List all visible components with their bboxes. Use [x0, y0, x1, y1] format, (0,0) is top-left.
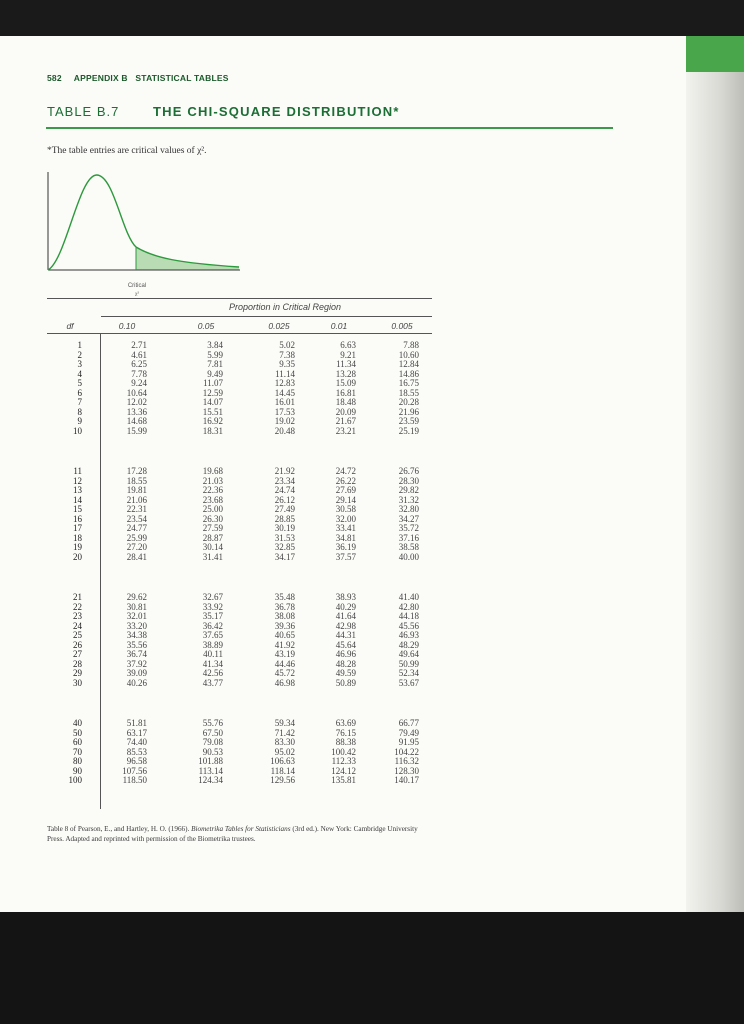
table-title: THE CHI-SQUARE DISTRIBUTION*	[153, 104, 400, 119]
value-cell: 5.02	[279, 340, 295, 350]
value-cell: 34.17	[274, 551, 295, 562]
value-cell: 11.34	[336, 359, 356, 369]
df-cell: 26	[73, 639, 82, 650]
value-cell: 90.53	[202, 746, 223, 757]
value-cell: 11.07	[203, 378, 223, 388]
value-cell: 20.48	[274, 425, 295, 436]
value-cell: 5.99	[207, 349, 223, 360]
value-cell: 135.81	[331, 775, 356, 785]
value-cell: 46.93	[398, 630, 419, 640]
df-cell: 13	[73, 485, 82, 495]
value-column-0	[97, 467, 147, 562]
value-cell: 25.00	[202, 504, 223, 514]
value-cell: 129.56	[270, 775, 295, 785]
value-cell: 55.76	[202, 718, 223, 728]
value-cell: 49.64	[398, 649, 419, 659]
value-cell: 24.72	[335, 466, 356, 476]
value-cell: 32.00	[335, 513, 356, 524]
value-cell: 15.99	[126, 425, 147, 436]
value-cell: 19.81	[126, 485, 147, 495]
value-cell: 23.59	[398, 416, 419, 426]
value-cell: 40.26	[126, 677, 147, 688]
value-cell: 46.96	[335, 649, 356, 659]
value-cell: 17.53	[274, 406, 295, 417]
df-cell: 40	[73, 718, 82, 728]
value-cell: 96.58	[126, 756, 147, 766]
df-cell: 24	[73, 620, 82, 631]
value-cell: 100.42	[331, 746, 356, 757]
value-cell: 3.84	[207, 340, 223, 350]
value-cell: 9.24	[131, 378, 147, 388]
value-cell: 38.58	[398, 542, 419, 552]
chi-square-curve-figure	[44, 170, 244, 300]
value-cell: 25.19	[398, 425, 419, 436]
value-cell: 10.60	[398, 349, 419, 360]
df-cell: 50	[73, 727, 82, 738]
value-cell: 7.81	[207, 359, 223, 369]
value-cell: 19.02	[274, 416, 295, 426]
value-cell: 20.28	[398, 397, 419, 407]
value-cell: 29.14	[335, 494, 356, 505]
value-cell: 140.17	[394, 775, 419, 785]
value-cell: 50.99	[398, 658, 419, 669]
value-cell: 118.14	[270, 765, 295, 776]
df-cell: 12	[73, 475, 82, 486]
df-cell: 80	[73, 756, 82, 766]
df-column	[60, 467, 82, 562]
value-column-4	[369, 719, 419, 786]
value-column-1	[173, 341, 223, 436]
value-cell: 28.87	[202, 532, 223, 543]
value-cell: 32.67	[202, 592, 223, 602]
value-cell: 12.02	[126, 397, 147, 407]
value-cell: 30.58	[335, 504, 356, 514]
value-cell: 104.22	[394, 746, 419, 757]
df-cell: 22	[73, 601, 82, 612]
value-cell: 95.02	[274, 746, 295, 757]
value-cell: 12.83	[274, 378, 295, 388]
value-cell: 14.45	[274, 387, 295, 398]
value-cell: 41.64	[335, 611, 356, 621]
value-column-2	[245, 593, 295, 688]
value-cell: 118.50	[122, 775, 147, 785]
value-cell: 32.80	[398, 504, 419, 514]
value-cell: 51.81	[126, 718, 147, 728]
df-cell: 11	[73, 466, 82, 476]
df-cell: 100	[68, 775, 82, 785]
value-cell: 37.16	[398, 532, 419, 543]
value-cell: 20.09	[335, 406, 356, 417]
value-cell: 21.06	[126, 494, 147, 505]
col-header-4: 0.005	[391, 321, 413, 331]
value-cell: 29.82	[398, 485, 419, 495]
scan-bottom-border	[0, 912, 744, 1024]
value-column-3	[306, 467, 356, 562]
value-cell: 31.53	[274, 532, 295, 543]
value-cell: 7.38	[279, 349, 295, 360]
value-cell: 45.64	[335, 639, 356, 650]
value-cell: 66.77	[398, 718, 419, 728]
value-cell: 21.92	[274, 466, 295, 476]
value-cell: 44.18	[398, 611, 419, 621]
value-cell: 33.41	[335, 523, 356, 533]
value-cell: 76.15	[335, 727, 356, 738]
scan-top-border	[0, 0, 744, 36]
value-cell: 38.93	[335, 592, 356, 602]
value-cell: 26.30	[202, 513, 223, 524]
value-cell: 24.77	[126, 523, 147, 533]
value-cell: 27.59	[202, 523, 223, 533]
value-cell: 43.77	[202, 677, 223, 688]
value-cell: 25.99	[126, 532, 147, 543]
value-cell: 39.36	[274, 620, 295, 631]
value-cell: 34.81	[335, 532, 356, 543]
df-cell: 3	[77, 359, 82, 369]
value-column-4	[369, 593, 419, 688]
value-cell: 44.46	[274, 658, 295, 669]
table-note: *The table entries are critical values of χ².	[47, 146, 207, 156]
df-cell: 27	[73, 649, 82, 659]
value-cell: 6.25	[131, 359, 147, 369]
critical-chi-label: χ²	[134, 291, 140, 297]
value-cell: 30.81	[126, 601, 147, 612]
value-cell: 36.78	[274, 601, 295, 612]
value-cell: 10.64	[126, 387, 147, 398]
proportion-header: Proportion in Critical Region	[228, 302, 342, 312]
value-cell: 35.56	[126, 639, 147, 650]
value-cell: 14.68	[126, 416, 147, 426]
value-cell: 26.22	[335, 475, 356, 486]
value-cell: 14.07	[202, 397, 223, 407]
value-cell: 49.59	[335, 668, 356, 678]
value-cell: 36.19	[335, 542, 356, 552]
df-cell: 7	[77, 397, 82, 407]
value-cell: 23.21	[335, 425, 356, 436]
value-cell: 23.54	[126, 513, 147, 524]
value-cell: 13.28	[335, 368, 356, 379]
df-cell: 60	[73, 737, 82, 747]
value-cell: 85.53	[126, 746, 147, 757]
value-cell: 23.34	[274, 475, 295, 486]
value-cell: 35.72	[398, 523, 419, 533]
value-cell: 124.12	[331, 765, 356, 776]
value-cell: 21.03	[202, 475, 223, 486]
value-cell: 106.63	[270, 756, 295, 766]
value-cell: 17.28	[126, 466, 147, 476]
df-cell: 20	[73, 551, 82, 562]
df-cell: 29	[73, 668, 82, 678]
credit-text-2: (3rd ed.). New York: Cambridge University Press. Adapted and reprinted with permission of the Biometrika trustees.	[47, 825, 418, 843]
value-cell: 4.61	[131, 349, 147, 360]
df-cell: 28	[73, 658, 82, 669]
running-head-text: APPENDIX B STATISTICAL TABLES	[73, 73, 229, 83]
value-cell: 45.72	[274, 668, 295, 678]
col-header-1: 0.05	[197, 321, 215, 331]
value-cell: 32.01	[126, 611, 147, 621]
df-cell: 8	[77, 406, 82, 417]
value-cell: 124.34	[198, 775, 223, 785]
value-cell: 18.55	[398, 387, 419, 398]
value-cell: 37.65	[202, 630, 223, 640]
value-cell: 30.14	[202, 542, 223, 552]
value-cell: 9.35	[279, 359, 295, 369]
value-cell: 34.27	[398, 513, 419, 524]
value-cell: 30.19	[274, 523, 295, 533]
value-cell: 91.95	[398, 737, 419, 747]
value-column-0	[97, 593, 147, 688]
value-cell: 29.62	[126, 592, 147, 602]
running-head	[47, 73, 229, 83]
value-cell: 16.81	[335, 387, 356, 398]
df-cell: 70	[73, 746, 82, 757]
value-cell: 35.17	[202, 611, 223, 621]
value-cell: 101.88	[198, 756, 223, 766]
value-cell: 38.08	[274, 611, 295, 621]
value-cell: 21.96	[398, 406, 419, 417]
value-cell: 63.17	[126, 727, 147, 738]
df-cell: 14	[73, 494, 82, 505]
value-cell: 9.21	[340, 349, 356, 360]
value-cell: 6.63	[340, 340, 356, 350]
value-cell: 32.85	[274, 542, 295, 552]
df-cell: 10	[73, 425, 82, 436]
value-cell: 18.48	[335, 397, 356, 407]
value-column-4	[369, 467, 419, 562]
value-column-2	[245, 719, 295, 786]
df-cell: 1	[77, 340, 82, 350]
df-cell: 15	[73, 504, 82, 514]
df-cell: 30	[73, 677, 82, 688]
value-cell: 67.50	[202, 727, 223, 738]
value-cell: 74.40	[126, 737, 147, 747]
value-cell: 48.28	[335, 658, 356, 669]
value-cell: 128.30	[394, 765, 419, 776]
value-cell: 52.34	[398, 668, 419, 678]
value-cell: 41.34	[202, 658, 223, 669]
credit-book-title: Biometrika Tables for Statisticians	[191, 825, 291, 833]
df-cell: 4	[77, 368, 82, 379]
value-cell: 27.69	[335, 485, 356, 495]
value-cell: 22.31	[126, 504, 147, 514]
column-header-rule	[47, 333, 432, 334]
value-cell: 11.14	[275, 368, 295, 379]
table-top-rule	[47, 298, 432, 299]
value-cell: 39.09	[126, 668, 147, 678]
value-cell: 16.75	[398, 378, 419, 388]
value-column-3	[306, 341, 356, 436]
value-cell: 41.40	[398, 592, 419, 602]
value-cell: 9.49	[207, 368, 223, 379]
title-rule	[46, 127, 613, 129]
value-column-2	[245, 341, 295, 436]
value-cell: 38.89	[202, 639, 223, 650]
value-cell: 42.98	[335, 620, 356, 631]
critical-label: Critical	[127, 283, 147, 289]
value-cell: 36.74	[126, 649, 147, 659]
col-header-3: 0.01	[330, 321, 348, 331]
df-cell: 5	[77, 378, 82, 388]
value-cell: 16.92	[202, 416, 223, 426]
value-cell: 113.14	[198, 765, 223, 776]
value-cell: 40.65	[274, 630, 295, 640]
value-column-2	[245, 467, 295, 562]
value-cell: 27.20	[126, 542, 147, 552]
value-cell: 40.11	[203, 649, 223, 659]
value-cell: 41.92	[274, 639, 295, 650]
value-cell: 7.88	[403, 340, 419, 350]
df-cell: 17	[73, 523, 82, 533]
value-cell: 40.29	[335, 601, 356, 612]
df-cell: 23	[73, 611, 82, 621]
value-cell: 12.59	[202, 387, 223, 398]
value-cell: 36.42	[202, 620, 223, 631]
value-cell: 42.56	[202, 668, 223, 678]
value-column-0	[97, 719, 147, 786]
value-cell: 112.33	[331, 756, 356, 766]
value-cell: 63.69	[335, 718, 356, 728]
value-cell: 48.29	[398, 639, 419, 650]
value-cell: 26.12	[274, 494, 295, 505]
value-cell: 33.92	[202, 601, 223, 612]
next-page-edge	[686, 36, 744, 912]
source-credit	[47, 824, 427, 844]
value-cell: 53.67	[398, 677, 419, 688]
value-cell: 71.42	[274, 727, 295, 738]
value-cell: 22.36	[202, 485, 223, 495]
df-cell: 18	[73, 532, 82, 543]
value-cell: 43.19	[274, 649, 295, 659]
value-cell: 88.38	[335, 737, 356, 747]
appendix-tab-marker	[686, 36, 744, 72]
value-column-1	[173, 593, 223, 688]
df-cell: 25	[73, 630, 82, 640]
value-cell: 83.30	[274, 737, 295, 747]
value-cell: 37.92	[126, 658, 147, 669]
value-cell: 18.31	[202, 425, 223, 436]
value-cell: 107.56	[122, 765, 147, 776]
value-cell: 26.76	[398, 466, 419, 476]
value-cell: 116.32	[394, 756, 419, 766]
df-cell: 2	[77, 349, 82, 360]
value-cell: 50.89	[335, 677, 356, 688]
value-column-0	[97, 341, 147, 436]
value-cell: 34.38	[126, 630, 147, 640]
df-cell: 6	[77, 387, 82, 398]
page-number: 582	[47, 73, 62, 83]
value-cell: 28.85	[274, 513, 295, 524]
table-label: TABLE B.7	[47, 104, 120, 119]
value-cell: 33.20	[126, 620, 147, 631]
value-cell: 12.84	[398, 359, 419, 369]
value-cell: 31.32	[398, 494, 419, 505]
value-cell: 46.98	[274, 677, 295, 688]
value-cell: 37.57	[335, 551, 356, 562]
value-cell: 27.49	[274, 504, 295, 514]
value-cell: 7.78	[131, 368, 147, 379]
value-cell: 35.48	[274, 592, 295, 602]
df-header: df	[66, 321, 74, 331]
proportion-rule	[101, 316, 432, 317]
value-cell: 18.55	[126, 475, 147, 486]
df-column	[60, 719, 82, 786]
value-column-4	[369, 341, 419, 436]
value-cell: 28.30	[398, 475, 419, 486]
value-cell: 15.51	[202, 406, 223, 417]
credit-text-1: Table 8 of Pearson, E., and Hartley, H. O. (1966).	[47, 825, 192, 833]
value-cell: 24.74	[274, 485, 295, 495]
value-cell: 19.68	[202, 466, 223, 476]
value-cell: 21.67	[335, 416, 356, 426]
df-cell: 90	[73, 765, 82, 776]
df-column	[60, 341, 82, 436]
value-column-3	[306, 593, 356, 688]
value-cell: 59.34	[274, 718, 295, 728]
df-cell: 16	[73, 513, 82, 524]
value-column-3	[306, 719, 356, 786]
value-cell: 42.80	[398, 601, 419, 612]
value-cell: 23.68	[202, 494, 223, 505]
value-cell: 40.00	[398, 551, 419, 562]
col-header-2: 0.025	[268, 321, 290, 331]
value-column-1	[173, 467, 223, 562]
df-cell: 19	[73, 542, 82, 552]
value-cell: 79.49	[398, 727, 419, 738]
df-column	[60, 593, 82, 688]
df-cell: 9	[77, 416, 82, 426]
value-cell: 31.41	[202, 551, 223, 562]
value-cell: 28.41	[126, 551, 147, 562]
df-cell: 21	[73, 592, 82, 602]
value-cell: 44.31	[335, 630, 356, 640]
value-cell: 14.86	[398, 368, 419, 379]
value-cell: 79.08	[202, 737, 223, 747]
value-cell: 45.56	[398, 620, 419, 631]
value-cell: 2.71	[131, 340, 147, 350]
value-cell: 15.09	[335, 378, 356, 388]
value-cell: 16.01	[274, 397, 295, 407]
value-cell: 13.36	[126, 406, 147, 417]
value-column-1	[173, 719, 223, 786]
col-header-0: 0.10	[118, 321, 136, 331]
